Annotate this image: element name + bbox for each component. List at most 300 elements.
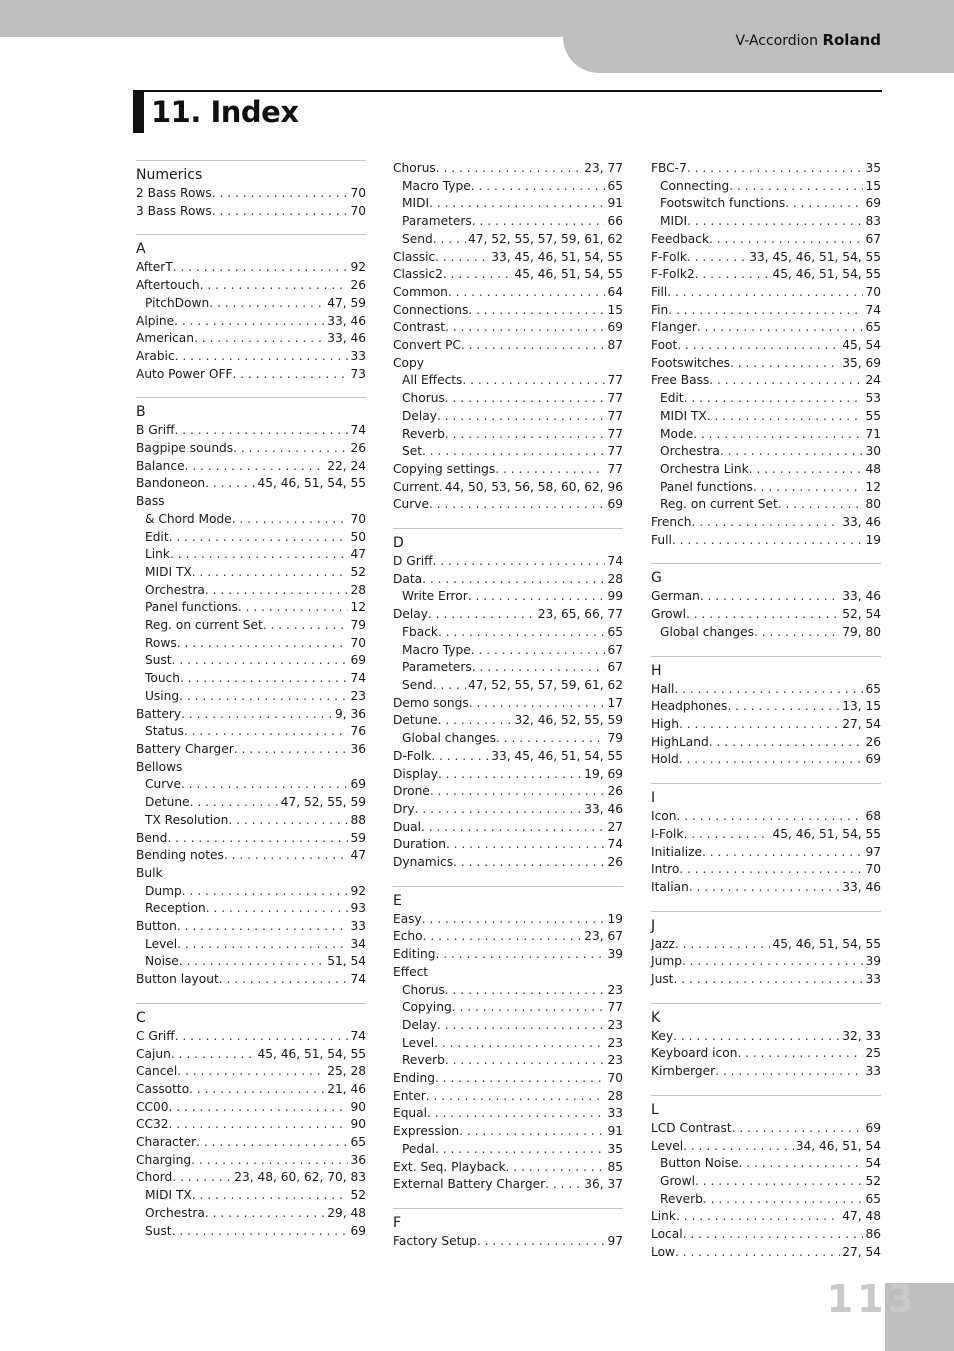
dot-leader	[443, 266, 513, 284]
section-heading: I	[651, 790, 656, 807]
entry-pages: 92	[350, 883, 366, 898]
index-subentry	[651, 178, 881, 196]
entry-term: Icon	[651, 809, 677, 824]
dot-leader	[679, 751, 864, 769]
entry-pages: 23, 77	[584, 161, 623, 175]
entry-pages: 54	[865, 1156, 881, 1171]
index-entry	[393, 1176, 623, 1194]
index-entry	[393, 1088, 623, 1106]
entry-term: Common	[393, 284, 448, 299]
dot-leader	[212, 185, 349, 203]
index-subentry	[393, 231, 623, 249]
dot-leader	[175, 1028, 349, 1046]
dot-leader	[445, 1052, 606, 1070]
entry-term: Equal	[393, 1106, 428, 1121]
entry-pages: 33, 45, 46, 51, 54, 55	[491, 249, 623, 264]
index-entry	[651, 953, 881, 971]
index-entry	[651, 160, 881, 178]
entry-term: Initialize	[651, 844, 703, 859]
index-subentry	[136, 617, 366, 635]
entry-pages: 71	[865, 426, 881, 441]
entry-term: Battery Charger	[136, 741, 234, 756]
index-entry	[393, 553, 623, 571]
entry-term: Curve	[393, 497, 429, 512]
entry-term: Reception	[145, 901, 206, 916]
index-subentry	[651, 1191, 881, 1209]
entry-term: CC00	[136, 1099, 169, 1114]
dot-leader	[238, 599, 349, 617]
entry-term: Contrast	[393, 320, 446, 335]
dot-leader	[729, 178, 863, 196]
index-entry	[651, 716, 881, 734]
index-subentry	[136, 599, 366, 617]
dot-leader	[233, 366, 349, 384]
entry-pages: 48	[865, 461, 881, 476]
entry-pages: 47, 52, 55, 57, 59, 61, 62	[467, 231, 623, 246]
entry-term: Orchestra Link	[660, 461, 749, 476]
dot-leader	[212, 203, 349, 221]
index-section	[136, 397, 366, 989]
entry-pages: 97	[607, 1233, 623, 1248]
entry-pages: 91	[607, 196, 623, 211]
index-subentry	[136, 564, 366, 582]
dot-leader	[445, 426, 606, 444]
entry-term: Ext. Seq. Playback	[393, 1159, 506, 1174]
entry-pages: 69	[865, 1120, 881, 1135]
dot-leader	[171, 1046, 256, 1064]
entry-pages: 51, 54	[327, 954, 366, 969]
entry-term: Connecting	[660, 178, 730, 193]
entry-pages: 74	[350, 423, 366, 438]
index-entry	[651, 372, 881, 390]
index-entry	[393, 479, 623, 497]
entry-term: Orchestra	[660, 444, 720, 459]
dot-leader	[232, 511, 349, 529]
index-subentry	[651, 426, 881, 444]
entry-term: Using	[145, 688, 180, 703]
index-subentry	[651, 195, 881, 213]
entry-pages: 88	[350, 812, 366, 827]
entry-pages: 32, 46, 52, 55, 59	[514, 713, 623, 728]
entry-pages: 21, 46	[327, 1081, 366, 1096]
dot-leader	[228, 812, 348, 830]
index-subentry	[393, 624, 623, 642]
dot-leader	[180, 670, 349, 688]
dot-leader	[697, 319, 864, 337]
index-entry	[136, 259, 366, 277]
dot-leader	[185, 458, 326, 476]
dot-leader	[177, 635, 349, 653]
dot-leader	[668, 302, 863, 320]
entry-pages: 52	[865, 1173, 881, 1188]
dot-leader	[446, 836, 606, 854]
entry-term: Kirnberger	[651, 1064, 716, 1079]
entry-pages: 25	[865, 1046, 881, 1061]
dot-leader	[676, 1208, 840, 1226]
index-subentry	[136, 295, 366, 313]
entry-term: Link	[145, 547, 170, 562]
entry-term: 3 Bass Rows	[136, 203, 212, 218]
dot-leader	[679, 861, 863, 879]
entry-pages: 77	[607, 444, 623, 459]
entry-pages: 26	[865, 734, 881, 749]
index-subentry	[651, 1173, 881, 1191]
entry-pages: 52	[350, 564, 366, 579]
entry-pages: 70	[350, 511, 366, 526]
entry-pages: 52, 54	[842, 607, 881, 622]
dot-leader	[189, 1081, 325, 1099]
entry-pages: 85	[607, 1159, 623, 1174]
index-entry	[393, 1105, 623, 1123]
index-entry	[393, 319, 623, 337]
entry-term: Panel functions	[145, 600, 238, 615]
entry-term: Button Noise	[660, 1156, 739, 1171]
entry-term: Hold	[651, 752, 679, 767]
index-entry	[651, 231, 881, 249]
dot-leader	[709, 734, 864, 752]
dot-leader	[749, 461, 864, 479]
entry-term: Echo	[393, 929, 423, 944]
dot-leader	[687, 249, 747, 267]
entry-term: Charging	[136, 1152, 192, 1167]
index-entry	[136, 348, 366, 366]
dot-leader	[471, 642, 606, 660]
index-entry	[393, 836, 623, 854]
entry-term: Sust	[145, 653, 172, 668]
entry-term: Button	[136, 919, 177, 934]
index-entry	[651, 1028, 881, 1046]
section-heading: K	[651, 1009, 661, 1026]
dot-leader	[700, 588, 840, 606]
index-section	[393, 160, 623, 514]
section-heading: A	[136, 241, 146, 258]
entry-pages: 79	[607, 731, 623, 746]
dot-leader	[674, 681, 863, 699]
section-heading: J	[651, 917, 656, 934]
entry-term: AfterT	[136, 260, 173, 275]
entry-term: Link	[651, 1209, 676, 1224]
entry-term: Cajun	[136, 1046, 171, 1061]
dot-leader	[172, 652, 349, 670]
entry-term: B Griff	[136, 423, 175, 438]
dot-leader	[683, 826, 770, 844]
entry-pages: 47, 52, 55, 59	[280, 795, 366, 810]
entry-pages: 74	[350, 1028, 366, 1043]
entry-pages: 79	[350, 618, 366, 633]
dot-leader	[707, 408, 864, 426]
entry-pages: 67	[865, 231, 881, 246]
entry-pages: 47	[350, 848, 366, 863]
entry-term: Level	[651, 1138, 684, 1153]
index-entry	[393, 1123, 623, 1141]
index-subentry	[136, 652, 366, 670]
index-subentry	[136, 688, 366, 706]
index-entry	[393, 1070, 623, 1088]
entry-term: Parameters	[402, 214, 472, 229]
entry-pages: 69	[607, 320, 623, 335]
dot-leader	[462, 372, 605, 390]
entry-term: Convert PC	[393, 338, 461, 353]
dot-leader	[181, 776, 349, 794]
entry-pages: 26	[607, 784, 623, 799]
product-name: V-Accordion	[735, 33, 818, 49]
entry-pages: 23, 67	[584, 929, 623, 944]
index-subentry	[393, 390, 623, 408]
entry-pages: 24	[865, 373, 881, 388]
dot-leader	[445, 390, 606, 408]
index-entry	[136, 440, 366, 458]
index-entry	[393, 1159, 623, 1177]
entry-term: Bandoneon	[136, 476, 206, 491]
index-section	[393, 528, 623, 872]
index-subentry	[136, 953, 366, 971]
entry-pages: 12	[350, 600, 366, 615]
dot-leader	[167, 830, 348, 848]
dot-leader	[233, 440, 348, 458]
entry-term: Factory Setup	[393, 1233, 477, 1248]
dot-leader	[778, 496, 864, 514]
entry-term: MIDI TX	[145, 1188, 192, 1203]
dot-leader	[426, 1088, 606, 1106]
entry-term: Reg. on current Set	[660, 497, 778, 512]
entry-pages: 77	[607, 1000, 623, 1015]
dot-leader	[506, 1159, 606, 1177]
dot-leader	[727, 698, 840, 716]
entry-pages: 65	[607, 624, 623, 639]
entry-term: Flanger	[651, 320, 697, 335]
dot-leader	[430, 783, 606, 801]
index-entry	[393, 766, 623, 784]
index-entry	[393, 461, 623, 479]
dot-leader	[667, 284, 863, 302]
index-entry	[393, 571, 623, 589]
index-subentry	[393, 1035, 623, 1053]
index-subentry	[393, 1017, 623, 1035]
dot-leader	[173, 259, 349, 277]
entry-pages: 67	[607, 660, 623, 675]
entry-pages: 26	[607, 855, 623, 870]
index-section	[651, 656, 881, 770]
entry-pages: 17	[607, 695, 623, 710]
entry-term: Expression	[393, 1124, 460, 1139]
entry-term: Feedback	[651, 231, 710, 246]
index-section	[651, 783, 881, 897]
entry-term: Bellows	[136, 759, 183, 774]
entry-term: Italian	[651, 879, 689, 894]
entry-term: Bending notes	[136, 848, 224, 863]
index-entry	[651, 1244, 881, 1262]
entry-pages: 70	[607, 1071, 623, 1086]
entry-pages: 83	[865, 214, 881, 229]
entry-pages: 69	[350, 777, 366, 792]
index-subentry	[136, 1187, 366, 1205]
index-subentry	[136, 670, 366, 688]
index-entry	[651, 879, 881, 897]
index-subentry	[393, 426, 623, 444]
entry-pages: 87	[607, 338, 623, 353]
dot-leader	[461, 337, 606, 355]
entry-pages: 70	[865, 284, 881, 299]
entry-term: Headphones	[651, 699, 728, 714]
entry-term: Full	[651, 532, 672, 547]
entry-term: Classic	[393, 249, 436, 264]
index-entry	[136, 1116, 366, 1134]
entry-pages: 19	[865, 532, 881, 547]
entry-pages: 65	[865, 320, 881, 335]
entry-pages: 13, 15	[842, 699, 881, 714]
index-subentry	[136, 936, 366, 954]
dot-leader	[477, 1233, 606, 1251]
entry-pages: 23	[607, 1035, 623, 1050]
dot-leader	[459, 1123, 605, 1141]
dot-leader	[435, 1070, 605, 1088]
entry-term: Delay	[393, 607, 428, 622]
entry-term: Jazz	[651, 936, 675, 951]
index-entry	[393, 819, 623, 837]
entry-term: Foot	[651, 338, 678, 353]
index-section	[136, 1003, 366, 1240]
entry-term: Level	[402, 1035, 435, 1050]
entry-term: I-Folk	[651, 826, 684, 841]
entry-pages: 32, 33	[842, 1028, 881, 1043]
index-subentry	[651, 479, 881, 497]
entry-pages: 29, 48	[327, 1205, 366, 1220]
index-subentry	[136, 1223, 366, 1241]
entry-term: F-Folk	[651, 249, 687, 264]
dot-leader	[438, 766, 582, 784]
index-section	[651, 563, 881, 641]
index-subentry	[136, 511, 366, 529]
dot-leader	[702, 844, 863, 862]
index-subentry	[136, 900, 366, 918]
entry-pages: 77	[607, 426, 623, 441]
entry-term: Bass	[136, 494, 165, 509]
index-section	[393, 1208, 623, 1251]
index-entry	[393, 928, 623, 946]
entry-term: Chorus	[393, 161, 436, 175]
dot-leader	[436, 160, 582, 178]
entry-pages: 70	[350, 186, 366, 200]
index-column-3	[651, 160, 881, 1275]
index-entry	[651, 861, 881, 879]
entry-term: Local	[651, 1227, 683, 1242]
entry-pages: 65	[607, 178, 623, 193]
index-subentry	[651, 443, 881, 461]
entry-term: C Griff	[136, 1028, 175, 1043]
entry-term: LCD Contrast	[651, 1120, 732, 1135]
entry-pages: 77	[607, 408, 623, 423]
dot-leader	[682, 953, 864, 971]
dot-leader	[431, 748, 489, 766]
index-subentry	[393, 443, 623, 461]
entry-term: F-Folk2	[651, 267, 695, 282]
index-section	[136, 234, 366, 383]
entry-term: Connections	[393, 302, 469, 317]
entry-term: Chorus	[402, 391, 445, 406]
entry-pages: 33, 46	[842, 515, 881, 530]
entry-pages: 33, 46	[842, 589, 881, 604]
entry-pages: 45, 46, 51, 54, 55	[772, 936, 881, 951]
entry-pages: 45, 54	[842, 338, 881, 353]
entry-term: Mode	[660, 426, 694, 441]
index-subentry	[136, 794, 366, 812]
entry-term: Drone	[393, 784, 430, 799]
entry-term: French	[651, 515, 692, 530]
entry-pages: 45, 46, 51, 54, 55	[514, 267, 623, 282]
dot-leader	[730, 355, 840, 373]
dot-leader	[174, 313, 325, 331]
entry-term: Aftertouch	[136, 278, 200, 293]
entry-pages: 86	[865, 1227, 881, 1242]
index-entry	[136, 1081, 366, 1099]
index-subentry	[136, 776, 366, 794]
entry-term: Footswitches	[651, 355, 731, 370]
index-entry	[393, 783, 623, 801]
entry-pages: 53	[865, 391, 881, 406]
dot-leader	[219, 971, 349, 989]
index-entry	[651, 1208, 881, 1226]
index-subentry	[136, 582, 366, 600]
entry-pages: 45, 46, 51, 54, 55	[772, 826, 881, 841]
dot-leader	[175, 348, 349, 366]
dot-leader	[472, 659, 606, 677]
index-entry	[393, 606, 623, 624]
dot-leader	[170, 546, 349, 564]
dot-leader	[445, 982, 606, 1000]
entry-pages: 66	[607, 214, 623, 229]
index-entry	[651, 1045, 881, 1063]
entry-term: TX Resolution	[145, 812, 229, 827]
dot-leader	[190, 794, 279, 812]
entry-term: American	[136, 331, 194, 346]
entry-pages: 33, 46	[584, 801, 623, 816]
dot-leader	[468, 302, 605, 320]
entry-term: Arabic	[136, 348, 175, 363]
dot-leader	[433, 553, 606, 571]
entry-pages: 33, 46	[327, 313, 366, 328]
entry-pages: 26	[350, 441, 366, 456]
entry-term: MIDI	[660, 214, 688, 229]
entry-pages: 65	[350, 1135, 366, 1150]
entry-term: Detune	[145, 795, 190, 810]
dot-leader	[429, 195, 605, 213]
dot-leader	[429, 496, 606, 514]
entry-term: Effect	[393, 964, 429, 979]
entry-term: Copying settings	[393, 461, 496, 476]
entry-pages: 36	[350, 741, 366, 756]
index-entry	[136, 458, 366, 476]
dot-leader	[181, 706, 333, 724]
index-entry	[393, 964, 623, 982]
entry-term: Send	[402, 677, 433, 692]
index-entry	[136, 366, 366, 384]
index-subentry	[393, 1141, 623, 1159]
dot-leader	[177, 1063, 325, 1081]
index-entry	[651, 1226, 881, 1244]
index-entry	[136, 830, 366, 848]
section-heading: D	[393, 535, 404, 552]
entry-pages: 65	[865, 681, 881, 696]
entry-pages: 33, 46	[842, 879, 881, 894]
entry-pages: 23	[350, 688, 366, 703]
index-column-1	[136, 160, 366, 1254]
dot-leader	[676, 808, 863, 826]
dot-leader	[709, 372, 863, 390]
dot-leader	[720, 443, 864, 461]
dot-leader	[785, 195, 863, 213]
entry-term: & Chord Mode	[145, 511, 232, 526]
dot-leader	[677, 337, 840, 355]
